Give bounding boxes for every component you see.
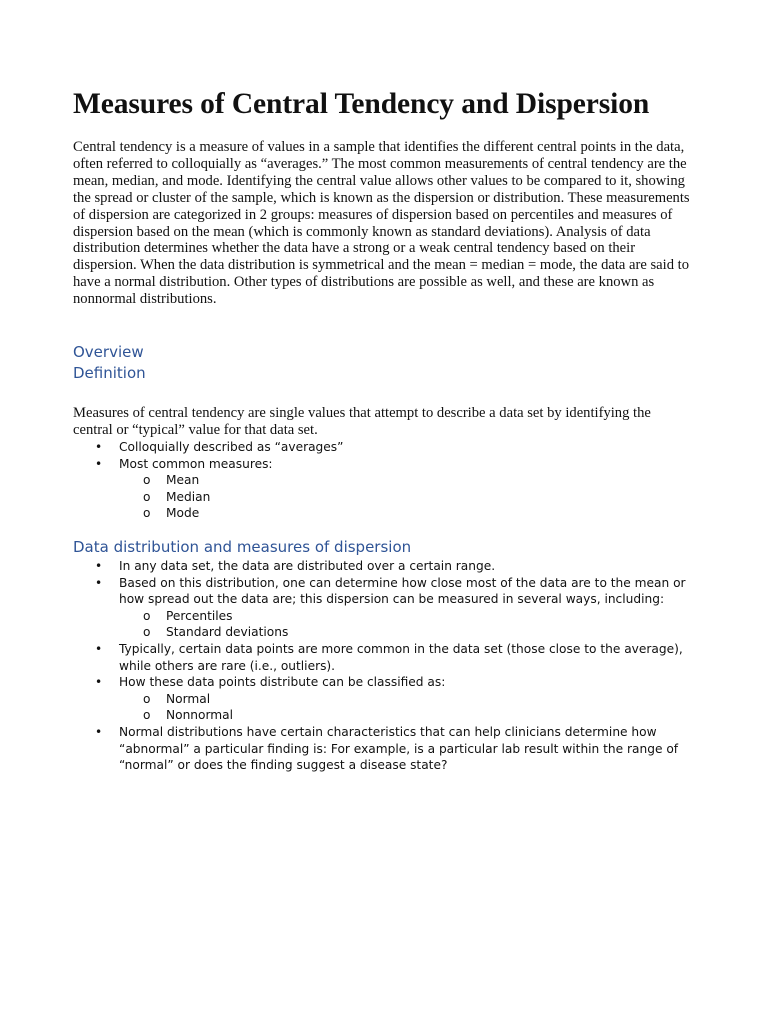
- sub-list-item: o Median: [119, 489, 690, 506]
- sub-list-item: o Mean: [119, 472, 690, 489]
- list-item: [73, 641, 690, 674]
- definition-heading: Definition: [73, 364, 146, 383]
- list-item: [73, 575, 690, 641]
- list-item-text: How these data points distribute can be classified as:: [119, 675, 446, 690]
- list-item: [73, 674, 690, 724]
- list-item-text: In any data set, the data are distributed over a certain range.: [119, 559, 496, 574]
- sub-list-item: o Percentiles: [119, 608, 690, 625]
- list-item: [73, 724, 690, 774]
- list-item-text: Typically, certain data points are more common in the data set (those close to the average), while others are rare (i.e., outliers).: [119, 642, 683, 673]
- document-title: Measures of Central Tendency and Dispersion: [73, 88, 650, 120]
- sub-list: [119, 608, 690, 641]
- intro-paragraph: Central tendency is a measure of values in a sample that identifies the different central points in the data, often referred to colloquially as “averages.” The most common measurements of central tendency are the mean, median, and mode. Identifying the central value allows other values to be compared to it, showing the spread or cluster of the sample, which is known as the dispersion or distribution. These measurements of dispersion are categorized in 2 groups: measures of dispersion based on percentiles and measures of dispersion based on the mean (which is commonly known as standard deviations). Analysis of data distribution determines whether the data have a strong or a weak central tendency based on their dispersion. When the data distribution is symmetrical and the mean = median = mode, the data are said to have a normal distribution. Other types of distributions are possible as well, and these are known as nonnormal distributions.: [73, 139, 690, 308]
- sub-list: [119, 691, 690, 724]
- distribution-bullet-list: [73, 558, 690, 774]
- list-item: [73, 456, 690, 522]
- list-item-text: Based on this distribution, one can determine how close most of the data are to the mean or how spread out the data are; this dispersion can be measured in several ways, including:: [119, 575, 686, 607]
- sub-list-item: o Mode: [119, 505, 690, 522]
- sub-list-item: o Standard deviations: [119, 624, 690, 641]
- list-item: [73, 558, 690, 575]
- sub-list-item: o Normal: [119, 691, 690, 708]
- list-item-text: Normal distributions have certain characteristics that can help clinicians determine how “abnormal” a particular finding is: For example, is a particular lab result within the range of “normal” or does the finding suggest a disease state?: [119, 724, 679, 773]
- list-item-text: Colloquially described as “averages”: [119, 440, 344, 455]
- list-item: [73, 439, 690, 456]
- definition-paragraph: Measures of central tendency are single values that attempt to describe a data set by identifying the central or “typical” value for that data set.: [73, 405, 651, 439]
- sub-list: [119, 472, 690, 522]
- sub-list-item: o Nonnormal: [119, 707, 690, 724]
- list-item-text: Most common measures:: [119, 456, 273, 471]
- distribution-heading: Data distribution and measures of dispersion: [73, 538, 412, 557]
- definition-bullet-list: [73, 439, 690, 522]
- overview-heading: Overview: [73, 343, 144, 362]
